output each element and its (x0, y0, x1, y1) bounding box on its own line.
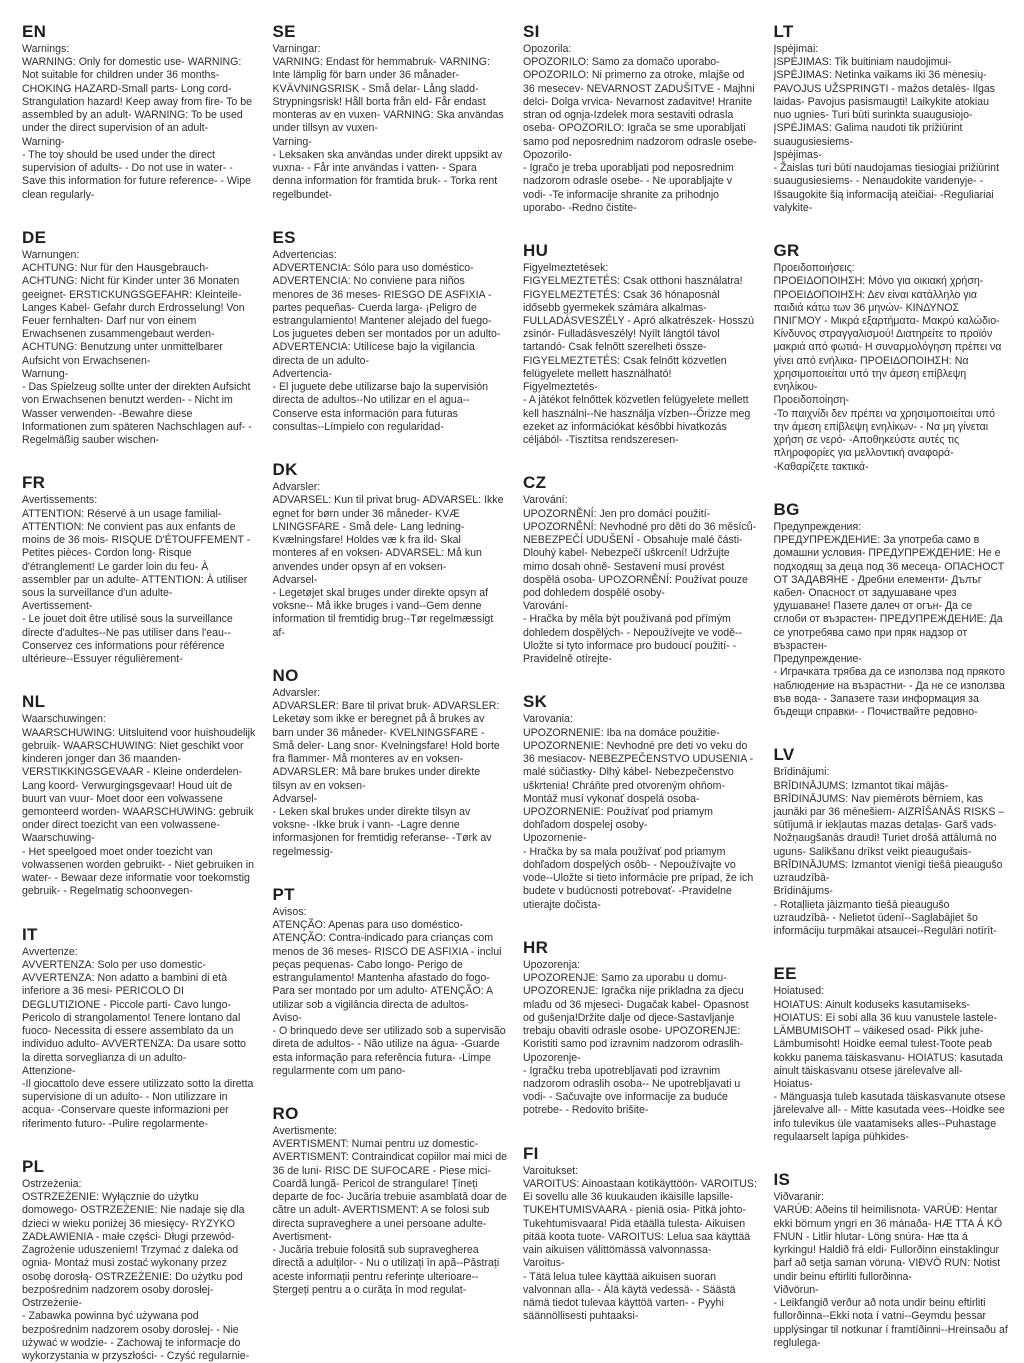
warnings-text: ПРЕДУПРЕЖДЕНИЕ: За употреба само в домашни условия- ПРЕДУПРЕЖДЕНИЕ: Не е подходящ за деца под 36 месеца- ОПАСНОСТ ОТ ЗАДАВЯНЕ - Дребни елементи- Дълъг кабел- Опасност от задушаване чрез удушаване! Пазете далеч от огън- Да се сглоби от възрастен- ПРЕДУПРЕЖДЕНИЕ: Да се употребява само при пряк надзор от възрастен- (773, 534, 1005, 652)
warnings-label: Waarschuwingen: (22, 713, 106, 726)
warning-subtext: - Igračo je treba uporabljati pod neposrednim nadzorom odrasle osebe- - Ne uporabljajte v vodi- -Te informacije shranite za prihodnjo uporabo- -Redno čistite- (523, 162, 734, 214)
lang-section-cz (523, 473, 758, 666)
warning-subtext: - Tätä lelua tulee käyttää aikuisen suoran valvonnan alla- - Älä käytä vedessä- - Säästä nämä tiedot tulevaa käyttöä varten- - Pyyhi säännöllisesti puhtaaksi- (523, 1270, 736, 1323)
warnings-label: Opozorila: (523, 43, 572, 55)
warnings-label: Upozorenja: (523, 958, 581, 971)
lang-code-heading: NO (272, 665, 299, 685)
warnings-text: WARNING: Only for domestic use- WARNING: Not suitable for children under 36 months- CHOKING HAZARD-Small parts- Long cord- Strangulation hazard! Keep away from fire- To be assembled by an adult- WARNING: To be used under the direct supervision of an adult- (22, 56, 253, 135)
warnings-text: OSTRZEŻENIE: Wyłącznie do użytku domowego- OSTRZEŻENIE: Nie nadaje się dla dzieci w wieku poniżej 36 miesięcy- RYZYKO ZADŁAWIENIA - małe części- Długi przewód- Zagrożenie uduszeniem! Trzymać z daleka od ognia- Montaż musi zostać wykonany przez osobę dorosłą- OSTRZEŻENIE: Do użytku pod bezpośrednim nadzorem osoby dorosłej- (22, 1191, 245, 1296)
column-4 (773, 22, 1009, 1349)
lang-section-se (273, 22, 508, 202)
warnings-label: Advarsler: (272, 686, 321, 699)
warnings-label: Varovania: (523, 713, 573, 726)
warning-sublabel: Varning- (272, 135, 312, 148)
warning-sublabel: Brīdinājums- (773, 885, 833, 898)
warning-sublabel: Warnung- (22, 367, 69, 380)
warning-subtext: - Le jouet doit être utilisé sous la surveillance directe d'adultes--Ne pas utiliser dans l'eau--Conservez ces informations pour référence ultérieure--Essuyer régulièrement- (22, 613, 233, 666)
warnings-label: Viðvaranir: (773, 1191, 824, 1204)
lang-code-heading: SI (523, 22, 540, 41)
lang-code-heading: CZ (523, 473, 547, 493)
warnings-label: Varningar: (272, 43, 321, 55)
warnings-text: BRĪDINĀJUMS: Izmantot tikai mājās- BRĪDINĀJUMS: Nav piemērots bērniem, kas jaunāki par 36 mēnešiem- AIZRĪŠANĀS RISKS – sūtījumā ir iekļautas mazas detaļas- Garš vads- Nožņaugšanās draudi! Turiet drošā attālumā no uguns- Salikšanu drīkst veikt pieaugušais- BRĪDINĀJUMS: Izmantot vienīgi tiešā pieaugušo uzraudzībā- (773, 779, 1005, 885)
warning-sublabel: Varování- (523, 600, 569, 613)
warnings-text: VAROITUS: Ainoastaan kotikäyttöön- VAROITUS: Ei sovellu alle 36 kuukauden ikäisille lapsille- TUKEHTUMISVAARA - pieniä osia- Pitkä johto- Tukehtumisvaara! Pidä etäällä tulesta- Aikuisen pitää koota tuote- VAROITUS: Lelua saa käyttää vain aikuisen välittömässä valvonnassa- (523, 1177, 757, 1257)
warning-subtext: - Hračka by sa mala používať pod priamym dohľadom dospelých osôb- - Nepoužívajte vo vode--Uložte si tieto informácie pre prípad, že ich budete v budúcnosti potrebovať- -Pravidelne utierajte dočista- (523, 845, 754, 911)
lang-section-si (523, 22, 758, 215)
warning-sublabel: Waarschuwing- (22, 832, 95, 845)
warning-sublabel: Warning- (22, 135, 65, 148)
lang-code-heading: FR (22, 473, 46, 493)
warnings-text: ATENÇÃO: Apenas para uso doméstico- ATENÇÃO: Contra-indicado para crianças com menos de 36 meses- RISCO DE ASFIXIA - inclui peças pequenas- Cabo longo- Perigo de estrangulamento! Mantenha afastado do fogo- Para ser montado por um adulto- ATENÇÃO: A utilizar sob a vigilância directa de adultos- (272, 919, 502, 1011)
warnings-text: UPOZORNENIE: Iba na domáce použitie- UPOZORNENIE: Nevhodné pre deti vo veku do 36 mesiacov- NEBEZPEČENSTVO UDUSENIA - malé súčiastky- Dlhý kábel- Nebezpečenstvo uškrtenia! Chráňte pred otvoreným ohňom- Montáž musí vykonať dospelá osoba- UPOZORNENIE: Používať pod priamym dohľadom dospelej osoby- (523, 726, 754, 832)
lang-section-bg (774, 500, 1009, 720)
warning-subtext: - Zabawka powinna być używana pod bezpośrednim nadzorem osoby dorosłej- - Nie używać w wodzie- - Zachowaj te informacje do wykorzystania w przyszłości- - Czyść regularnie- (22, 1310, 250, 1362)
warnings-label: Предупреждения: (773, 520, 862, 533)
warnings-label: Προειδοποιήσεις: (773, 262, 855, 275)
lang-code-heading: PT (272, 884, 295, 904)
warnings-label: Warnings: (22, 43, 70, 55)
warnings-text: OPOZORILO: Samo za domačo uporabo- OPOZORILO: Ni primerno za otroke, mlajše od 36 mesecev- NEVARNOST ZADUŠITVE - Majhni delci- Dolga vrvica- Nevarnost zadavitve! Hranite stran od ognja-Izdelek mora sestaviti odrasla oseba- OPOZORILO: Igrača se sme uporabljati samo pod neposrednim nadzorom odrasle osebe- (523, 56, 757, 148)
lang-code-heading: RO (272, 1104, 299, 1123)
warnings-label: Varoitukset: (523, 1164, 579, 1177)
warnings-label: Avertismente: (272, 1125, 338, 1137)
warning-subtext: - Leken skal brukes under direkte tilsyn av voksne- -Ikke bruk i vann- -Lagre denne informasjonen for fremtidig referanse- -Tørk av regelmessig- (272, 806, 492, 858)
warning-sublabel: Figyelmeztetés- (523, 381, 598, 394)
warning-sublabel: Attenzione- (22, 1064, 76, 1077)
lang-code-heading: EN (22, 22, 47, 41)
warning-subtext: - Igračku treba upotrebljavati pod izravnim nadzorom odraslih osoba-- Ne upotrebljavati u vodi- - Sačuvajte ove informacije za buduće potrebe- - Redovito brišite- (523, 1064, 741, 1117)
warnings-text: WAARSCHUWING: Uitsluitend voor huishoudelijk gebruik- WAARSCHUWING: Niet geschikt voor kinderen jonger dan 36 maanden- VERSTIKKINGSGEVAAR - Kleine onderdelen- Lang koord- Verwurgingsgevaar! Houd uit de buurt van vuur- Moet door een volwassene gemonteerd worden- WAARSCHUWING: gebruik onder direct toezicht van een volwassene- (22, 726, 256, 832)
warning-subtext: - O brinquedo deve ser utilizado sob a supervisão direta de adultos- - Não utilize na água- -Guarde esta informação para referência futura- -Limpe regularmente com um pano- (272, 1025, 506, 1077)
warning-subtext: - Jucăria trebuie folosită sub supravegherea directă a adulților- - Nu o utilizați în apă--Păstrați aceste informații pentru referințe ulterioare--Ștergeți pentru a o curăța în mod regulat- (272, 1244, 500, 1296)
lang-section-hu (523, 241, 758, 447)
lang-code-heading: SE (272, 22, 296, 41)
warning-subtext: - Het speelgoed moet onder toezicht van volwassenen worden gebruikt- - Niet gebruiken in water- - Bewaar deze informatie voor toekomstig gebruik- - Regelmatig schoonvegen- (22, 845, 255, 898)
lang-code-heading: EE (773, 964, 797, 984)
lang-code-heading: HU (523, 241, 549, 261)
lang-section-ee (774, 964, 1009, 1144)
warning-subtext: - Mänguasja tuleb kasutada täiskasvanute otsese järelevalve all- - Mitte kasutada vees--Hoidke see info tulevikus üle vaatamiseks alles--Puhastage regulaarselt lapiga pühkides- (773, 1091, 1006, 1143)
warnings-text: VARNING: Endast för hemmabruk- VARNING: Inte lämplig för barn under 36 månader- KVÄVNINGSRISK - Små delar- Lång sladd- Strypningsrisk! Håll borta från eld- Får endast monteras av en vuxen- VARNING: Ska användas under tillsyn av vuxen- (272, 56, 504, 135)
lang-section-sk (523, 692, 758, 912)
warnings-text: ADVARSLER: Bare til privat bruk- ADVARSLER: Leketøy som ikke er beregnet på å brukes av barn under 36 måneder- KVELNINGSFARE - Små deler- Lang snor- Kvelningsfare! Hold borte fra flammer- Må monteres av en voksen- ADVARSLER: Må bare brukes under direkte tilsyn av en voksen- (272, 700, 500, 792)
warning-sublabel: Advarsel- (272, 792, 318, 805)
lang-section-nl (22, 692, 257, 898)
warning-subtext: - The toy should be used under the direct supervision of adults- - Do not use in water- - Save this information for future reference- - Wipe clean regularly- (22, 148, 252, 201)
lang-code-heading: FI (523, 1143, 539, 1163)
warning-sublabel: Upozornenie- (523, 832, 587, 845)
warnings-label: Advertencias: (272, 248, 337, 261)
warning-sublabel: Hoiatus- (773, 1078, 813, 1090)
warning-subtext: - Legetøjet skal bruges under direkte opsyn af voksne-- Må ikke bruges i vand--Gem denne information til fremtidig brug--Tør regelmæssigt af- (272, 586, 494, 639)
warning-sublabel: Įspėjimas- (773, 148, 822, 161)
lang-section-pt (273, 885, 508, 1078)
warning-subtext: - El juguete debe utilizarse bajo la supervisión directa de adultos--No utilizar en el agua--Conserve esta información para futuras consultas--Límpielo con regularidad- (272, 381, 489, 433)
warning-subtext: -Το παιχνίδι δεν πρέπει να χρησιμοποιείται υπό την άμεση επίβλεψη ενηλίκων- - Να μη γίνεται χρήση σε νερό- -Αποθηκεύστε αυτές τις πληροφορίες για μελλοντική αναφορά- -Καθαρίζετε τακτικά- (773, 407, 995, 473)
warnings-text: AVVERTENZA: Solo per uso domestic- AVVERTENZA: Non adatto a bambini di età inferiore a 36 mesi- PERICOLO DI DEGLUTIZIONE - Piccole parti- Cavo lungo- Pericolo di strangolamento! Tenere lontano dal fuoco- Necessita di essere assemblato da un individuo adulto- AVVERTENZA: Da usare sotto la diretta sorveglianza di un adulto- (22, 958, 246, 1064)
warnings-label: Warnungen: (22, 248, 80, 261)
lang-code-heading: HR (523, 937, 549, 957)
lang-code-heading: LV (773, 745, 795, 765)
warnings-label: Avvertenze: (22, 945, 78, 958)
lang-section-lt (774, 22, 1009, 215)
warnings-text: ADVARSEL: Kun til privat brug- ADVARSEL: Ikke egnet for børn under 36 måneder- KVÆ LNINGSFARE - Små dele- Lang ledning- Kvælningsfare! Holdes væ k fra ild- Skal monteres af en voksen- ADVARSEL: Må kun anvendes under opsyn af en voksen- (272, 494, 504, 573)
warning-subtext: - Hračka by měla být používaná pod přímým dohledem dospělých- - Nepoužívejte ve vodě--Uložte si tyto informace pro budoucí použití- -Pravidelně otírejte- (523, 613, 743, 666)
warning-sublabel: Aviso- (272, 1011, 302, 1024)
lang-code-heading: BG (773, 499, 800, 519)
warnings-text: FIGYELMEZTETÉS: Csak otthoni használatra! FIGYELMEZTETÉS: Csak 36 hónaposnál idősebb gyermekek számára alkalmas- FULLADÁSVESZÉLY - Apró alkatrészek- Hosszú zsinór- Fulladásveszély! Nyílt lángtól távol tartandó- Csak felnőtt szerelheti össze- FIGYELMEZTETÉS: Csak felnőtt közvetlen felügyelete mellett használható! (523, 275, 754, 380)
warnings-label: Varování: (523, 494, 568, 507)
warnings-label: Avertissements: (22, 494, 98, 507)
warnings-text: UPOZORENJE: Samo za uporabu u domu-UPOZORENJE: Igračka nije prikladna za djecu mlađu od 36 mjeseci- Dugačak kabel- Opasnost od gušenja!Držite dalje od djece-Sastavljanje trebaju obaviti odrasle osobe- UPOZORENJE: Koristiti samo pod izravnim nadzorom odraslih- (523, 972, 749, 1051)
warning-sublabel: Advarsel- (272, 573, 318, 586)
warning-sublabel: Varoitus- (523, 1257, 565, 1270)
warnings-label: Įspėjimai: (773, 43, 819, 55)
warning-sublabel: Viðvörun- (773, 1283, 819, 1296)
warning-sublabel: Advertencia- (272, 367, 332, 380)
lang-section-fr (22, 473, 257, 666)
warning-subtext: - Žaislas turi būti naudojamas tiesiogiai prižiūrint suaugusiesiems- - Nenaudokite vandenyje- -Išsaugokite šią informaciją ateičiai- -Reguliariai valykite- (773, 162, 1000, 214)
lang-section-gr (774, 241, 1009, 474)
column-2 (272, 22, 508, 1296)
lang-section-is (774, 1170, 1009, 1350)
warning-sublabel: Opozorilo- (523, 148, 572, 161)
warning-sublabel: Upozorenje- (523, 1051, 581, 1064)
lang-section-no (273, 666, 508, 859)
lang-code-heading: GR (773, 241, 800, 261)
warning-subtext: - Leksaken ska användas under direkt uppsikt av vuxna- - Får inte användas i vatten- - Spara denna information för framtida bruk- - Torka rent regelbundet- (272, 148, 503, 201)
warnings-text: ĮSPĖJIMAS: Tik buitiniam naudojimui- ĮSPĖJIMAS: Netinka vaikams iki 36 mėnesių- PAVOJUS UŽSPRINGTI - mažos detalės- Ilgas laidas- Pavojus pasismaugti! Laikykite atokiau nuo ugnies- Turi būti surinkta suaugusiojo- ĮSPĖJIMAS: Galima naudoti tik prižiūrint suaugusiesiems- (773, 56, 996, 148)
warning-subtext: - Играчката трябва да се използва под прякото наблюдение на възрастни- - Да не се използва във вода- - Запазете тази информация за бъдещи справки- - Почиствайте редовно- (773, 666, 1005, 719)
warnings-text: UPOZORNĚNÍ: Jen pro domácí použití- UPOZORNĚNÍ: Nevhodné pro děti do 36 měsíců- NEBEZPEČÍ UDUŠENÍ - Obsahuje malé části- Dlouhý kabel- Nebezpečí uškrcení! Udržujte mimo dosah ohně- Sestavení musí provést dospělá osoba- UPOZORNĚNÍ: Používat pouze pod dohledem dospělé osoby- (523, 507, 757, 599)
column-3 (523, 22, 758, 1323)
warning-subtext: - Leikfangið verður að nota undir beinu eftirliti fullorðinna--Ekki nota í vatni--Geymdu þessar upplýsingar til notkunar í framtíðinni--Hreinsaðu af reglulega- (773, 1297, 1008, 1349)
warnings-text: ADVERTENCIA: Sólo para uso doméstico- ADVERTENCIA: No conviene para niños menores de 36 meses- RIESGO DE ASFIXIA - partes pequeñas- Cuerda larga- ¡Peligro de estrangulamiento! Mantener alejado del fuego- Los juguetes deben ser montados por un adulto- ADVERTENCIA: Utilícese bajo la vigilancia directa de un adulto- (272, 262, 501, 367)
lang-code-heading: DK (272, 460, 298, 480)
warning-subtext: -Il giocattolo deve essere utilizzato sotto la diretta supervisione di un adulto- - Non utilizzare in acqua- -Conservare queste informazioni per riferimento futuro- -Pulire regolarmente- (22, 1078, 254, 1130)
warnings-text: ACHTUNG: Nur für den Hausgebrauch- ACHTUNG: Nicht für Kinder unter 36 Monaten geeignet- ERSTICKUNGSGEFAHR: Kleinteile- Langes Kabel- Gefahr durch Erdrosselung! Von Feuer fernhalten- Darf nur von einem Erwachsenen zusammengebaut werden- ACHTUNG: Benutzung unter unmittelbarer Aufsicht von Erwachsenen- (22, 262, 245, 367)
warning-sublabel: Ostrzeżenie- (22, 1297, 83, 1310)
lang-code-heading: ES (272, 227, 296, 247)
warnings-label: Avisos: (272, 905, 307, 918)
warnings-text: ΠΡΟΕΙΔΟΠΟΙΗΣΗ: Μόνο για οικιακή χρήση- ΠΡΟΕΙΔΟΠΟΙΗΣΗ: Δεν είναι κατάλληλο για παιδιά κάτω των 36 μηνών- ΚΙΝΔΥΝΟΣ ΠΝΙΓΜΟΥ - Μικρά εξαρτήματα- Μακρύ καλώδιο- Κίνδυνος στραγγαλισμού! Διατηρείτε το προϊόν μακριά από φωτιά- Η συναρμολόγηση πρέπει να γίνει από ενήλικα- ΠΡΟΕΙΔΟΠΟΙΗΣΗ: Να χρησιμοποιείται υπό την άμεση επίβλεψη ενηλίκου- (773, 275, 1002, 394)
warning-sublabel: Avertissement- (22, 600, 93, 613)
warnings-text: AVERTISMENT: Numai pentru uz domestic- AVERTISMENT: Contraindicat copiilor mai mici de 36 de luni- RISC DE SUFOCARE - Piese mici- Coardă lungă- Pericol de strangulare! Țineți departe de foc- Jucăria trebuie asamblată doar de către un adult- AVERTISMENT: A se folosi sub directa supraveghere a unei persoane adulte- (272, 1138, 508, 1230)
lang-code-heading: SK (523, 692, 548, 712)
warnings-label: Hoiatused: (773, 985, 825, 998)
lang-section-ro (273, 1104, 508, 1297)
lang-section-de (22, 228, 257, 448)
lang-section-es (273, 228, 508, 434)
warnings-label: Brīdinājumi: (773, 766, 830, 779)
warning-sublabel: Предупреждение- (773, 653, 862, 666)
warning-sublabel: Προειδοποίηση- (773, 394, 850, 407)
lang-section-fi (523, 1144, 758, 1324)
warning-subtext: - Rotaļlieta jāizmanto tiešā pieaugušo uzraudzībā- - Nelietot ūdenī--Saglabājiet šo informāciju turpmākai atsaucei--Regulāri notīrīt- (773, 898, 997, 938)
column-1 (22, 22, 257, 1362)
lang-code-heading: LT (773, 22, 794, 41)
lang-code-heading: IT (22, 924, 38, 944)
lang-section-en (22, 22, 257, 202)
lang-section-pl (22, 1157, 257, 1363)
lang-section-hr (523, 938, 758, 1118)
warning-subtext: - Das Spielzeug sollte unter der direkten Aufsicht von Erwachsenen benutzt werden- - Nicht im Wasser verwenden- -Bewahre diese Informationen zum späteren Nachschlagen auf- -Regelmäßig sauber wischen- (22, 381, 252, 447)
warning-sublabel: Avertisment- (272, 1230, 332, 1243)
warnings-text: ATTENTION: Réservé à un usage familial- ATTENTION: Ne convient pas aux enfants de moins de 36 mois- RISQUE D'ÉTOUFFEMENT - Petites pièces- Cordon long- Risque d'étranglement! Le garder loin du feu- À assembler par un adulte- ATTENTION: À utiliser sous la surveillance d'un adulte- (22, 507, 251, 599)
warnings-label: Figyelmeztetések: (523, 262, 609, 275)
lang-section-dk (273, 460, 508, 640)
warning-subtext: - A játékot felnőttek közvetlen felügyelete mellett kell használni--Ne használja vízben--Őrizze meg ezeket az információkat későbbi hivatkozás céljából- -Tisztítsa rendszeresen- (523, 394, 751, 447)
warnings-label: Ostrzeżenia: (22, 1177, 82, 1190)
warnings-text: HOIATUS: Ainult koduseks kasutamiseks- HOIATUS: Ei sobi alla 36 kuu vanustele lastele- LÄMBUMISOHT – väikesed osad- Pikk juhe- Lämbumisoht! Hoidke eemal tulest-Toote peab kokku panema täiskasvanu- HOIATUS: kasutada ainult täiskasvanu otsese järelevalve all- (773, 998, 1003, 1077)
lang-code-heading: IS (773, 1170, 791, 1190)
lang-code-heading: PL (22, 1156, 45, 1176)
warnings-label: Advarsler: (272, 481, 321, 494)
lang-section-lv (774, 745, 1009, 938)
warnings-text: VARÚÐ: Aðeins til heimilisnota- VARÚÐ: Hentar ekki börnum yngri en 36 mánaða- HÆ TTA Á KÖ FNUN - Litlir hlutar- Löng snúra- Hæ tta á kyrkingu! Haldið frá eldi- Fullorðinn einstaklingur þarf að setja saman vöruna- VIÐVÖ RUN: Notist undir beinu eftirliti fullorðinna- (773, 1204, 1003, 1283)
lang-section-it (22, 925, 257, 1131)
lang-code-heading: DE (22, 227, 47, 247)
lang-code-heading: NL (22, 692, 46, 712)
